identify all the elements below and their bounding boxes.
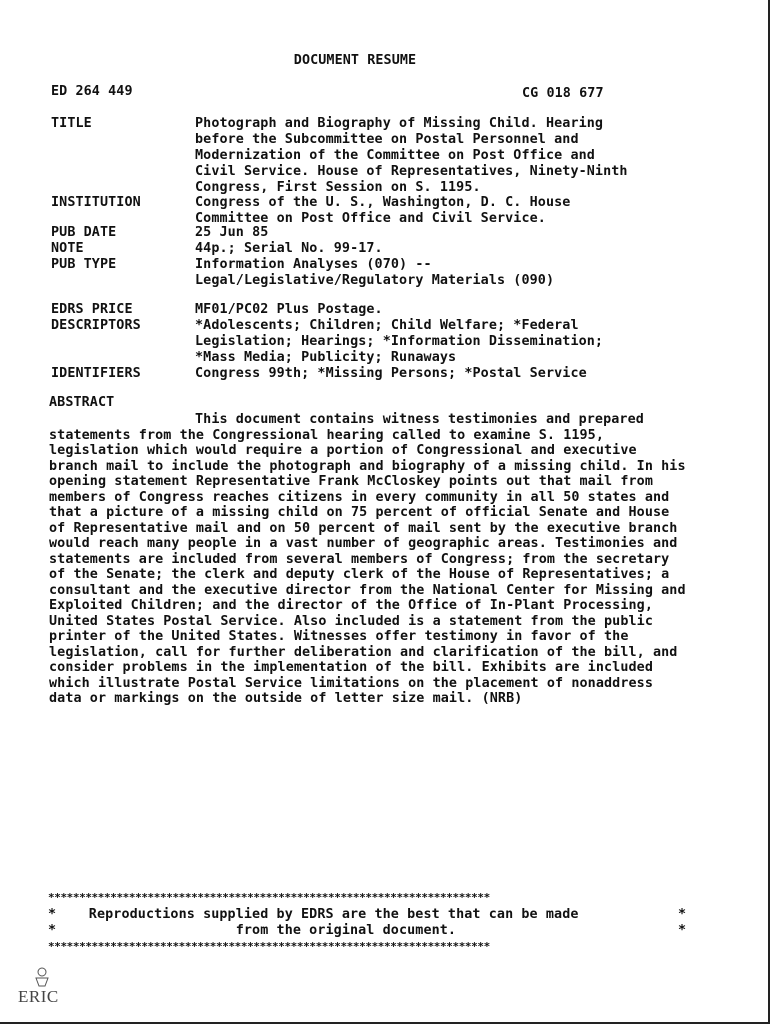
footer-star-right-2: * [678,923,687,938]
footer-star-border-top: *********************************************************************** [48,891,490,904]
footer-reproduction-line-1: * Reproductions supplied by EDRS are the best that can be made [48,907,579,922]
title-line: Modernization of the Committee on Post Office and [195,148,595,163]
pub-type-line: Information Analyses (070) -- [195,257,432,272]
footer-reproduction-line-2: * from the original document. [48,923,457,938]
descriptors-line: *Adolescents; Children; Child Welfare; *Federal [195,318,579,333]
field-label-title: TITLE [51,116,92,131]
field-label-note: NOTE [51,241,84,256]
title-line: Congress, First Session on S. 1195. [195,180,481,195]
field-value-identifiers: Congress 99th; *Missing Persons; *Postal Service [195,366,587,381]
field-label-edrs-price: EDRS PRICE [51,302,133,317]
abstract-text: This document contains witness testimonies and prepared statements from the Congressional hearing called to examine S. 1195, legislation which would require a portion of Congressional and executive branch mail to include the photograph and biography of a missing child. In his opening statement Representative Frank McCloskey points out that mail from members of Congress reaches citizens in every community in all 50 states and that a picture of a missing child on 75 percent of official Senate and House of Representative mail and on 50 percent of mail sent by the executive branch would reach many people in a vast number of geographic areas. Testimonies and statements are included from several members of Congress; from the secretary of the Senate; the clerk and deputy clerk of the House of Representatives; a consultant and the executive director from the National Center for Missing and Exploited Children; and the director of the Office of In-Plant Processing, United States Postal Service. Also included is a statement from the public printer of the United States. Witnesses offer testimony in favor of the legislation, call for further deliberation and clarification of the bill, and consider problems in the implementation of the bill. Exhibits are included which illustrate Postal Service limitations on the placement of nonaddress data or markings on the outside of letter size mail. (NRB) [49,412,686,706]
field-value-institution [195,195,570,227]
institution-line: Congress of the U. S., Washington, D. C. House [195,195,571,210]
svg-text:ERIC: ERIC [18,987,59,1006]
field-value-descriptors [195,318,603,366]
descriptors-line: *Mass Media; Publicity; Runaways [195,350,457,365]
field-label-pub-type: PUB TYPE [51,257,117,272]
title-line: before the Subcommittee on Postal Personnel and [195,132,579,147]
abstract-label: ABSTRACT [49,395,115,410]
field-value-pub-type [195,257,554,289]
title-line: Civil Service. House of Representatives, Ninety-Ninth [195,164,628,179]
footer-star-border-bottom: *********************************************************************** [48,940,490,953]
institution-line: Committee on Post Office and Civil Service. [195,211,546,226]
field-label-descriptors: DESCRIPTORS [51,318,141,333]
field-value-note: 44p.; Serial No. 99-17. [195,241,383,256]
ed-number: ED 264 449 [51,84,133,99]
eric-logo-icon [14,966,64,1006]
cg-number: CG 018 677 [522,86,604,101]
field-value-title [195,116,628,196]
document-title: DOCUMENT RESUME [293,53,417,68]
title-line: Photograph and Biography of Missing Child. Hearing [195,116,604,131]
footer-star-right-1: * [678,907,687,922]
field-label-institution: INSTITUTION [51,195,141,210]
descriptors-line: Legislation; Hearings; *Information Dissemination; [195,334,604,349]
pub-type-line: Legal/Legislative/Regulatory Materials (090) [195,273,555,288]
field-label-identifiers: IDENTIFIERS [51,366,141,381]
field-value-pub-date: 25 Jun 85 [195,225,269,240]
field-value-edrs-price: MF01/PC02 Plus Postage. [195,302,383,317]
field-label-pub-date: PUB DATE [51,225,117,240]
